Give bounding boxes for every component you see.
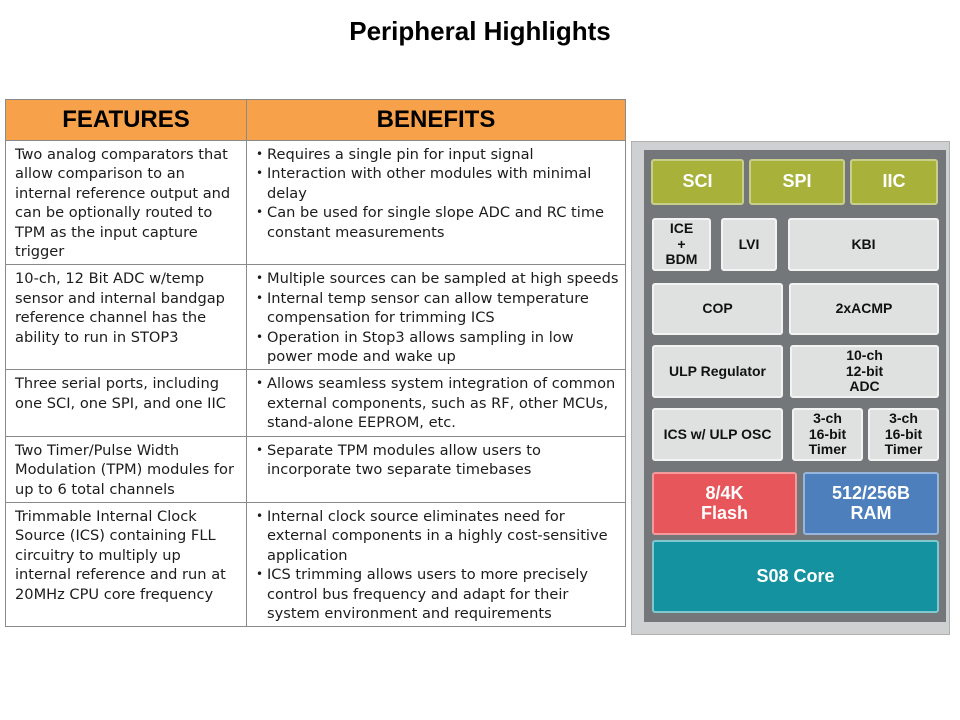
ram-block: 512/256B RAM bbox=[803, 472, 939, 535]
benefit-item: • Can be used for single slope ADC and RC time constant measurements bbox=[256, 203, 619, 242]
benefit-list bbox=[256, 374, 619, 432]
benefit-item: • Interaction with other modules with minimal delay bbox=[256, 164, 619, 203]
ulp-regulator-block: ULP Regulator bbox=[652, 345, 783, 398]
benefit-item: • ICS trimming allows users to more precisely control bus frequency and adapt for their system environment and requirements bbox=[256, 565, 619, 623]
feature-cell: 10-ch, 12 Bit ADC w/temp sensor and internal bandgap reference channel has the ability to run in STOP3 bbox=[6, 265, 247, 370]
feature-cell: Two analog comparators that allow comparison to an internal reference output and can be optionally routed to TPM as the input capture trigger bbox=[6, 141, 247, 265]
benefits-cell bbox=[247, 502, 626, 626]
page-title: Peripheral Highlights bbox=[349, 16, 611, 46]
kbi-block: KBI bbox=[788, 218, 939, 271]
timer-block-1: 3-ch 16-bit Timer bbox=[792, 408, 863, 461]
flash-block: 8/4K Flash bbox=[652, 472, 797, 535]
table-header-row bbox=[6, 100, 626, 141]
feature-cell: Two Timer/Pulse Width Modulation (TPM) modules for up to 6 total channels bbox=[6, 436, 247, 502]
sci-block: SCI bbox=[651, 159, 744, 205]
feature-cell: Three serial ports, including one SCI, one SPI, and one IIC bbox=[6, 370, 247, 436]
features-header: FEATURES bbox=[6, 100, 247, 141]
cop-block: COP bbox=[652, 283, 783, 335]
benefit-item: • Requires a single pin for input signal bbox=[256, 145, 619, 164]
timer-block-2: 3-ch 16-bit Timer bbox=[868, 408, 939, 461]
benefits-cell bbox=[247, 370, 626, 436]
benefits-cell bbox=[247, 265, 626, 370]
spi-block: SPI bbox=[749, 159, 845, 205]
benefit-list bbox=[256, 269, 619, 366]
lvi-block: LVI bbox=[721, 218, 777, 271]
benefit-item: • Separate TPM modules allow users to incorporate two separate timebases bbox=[256, 441, 619, 480]
table-row bbox=[6, 141, 626, 265]
benefit-item: • Internal clock source eliminates need for external components in a highly cost-sensitive application bbox=[256, 507, 619, 565]
s08-core-block: S08 Core bbox=[652, 540, 939, 613]
ics-block: ICS w/ ULP OSC bbox=[652, 408, 783, 461]
table-row bbox=[6, 436, 626, 502]
ice-bdm-block: ICE + BDM bbox=[652, 218, 711, 271]
benefit-list bbox=[256, 145, 619, 242]
adc-block: 10-ch 12-bit ADC bbox=[790, 345, 939, 398]
benefit-list bbox=[256, 507, 619, 623]
benefit-list bbox=[256, 441, 619, 480]
benefits-cell bbox=[247, 141, 626, 265]
benefits-header: BENEFITS bbox=[247, 100, 626, 141]
table-row bbox=[6, 265, 626, 370]
benefit-item: • Multiple sources can be sampled at high speeds bbox=[256, 269, 619, 288]
benefit-item: • Allows seamless system integration of common external components, such as RF, other MCUs, stand-alone EEPROM, etc. bbox=[256, 374, 619, 432]
table-row bbox=[6, 370, 626, 436]
benefit-item: • Operation in Stop3 allows sampling in low power mode and wake up bbox=[256, 328, 619, 367]
features-benefits-table bbox=[5, 99, 626, 627]
iic-block: IIC bbox=[850, 159, 938, 205]
benefits-cell bbox=[247, 436, 626, 502]
feature-cell: Trimmable Internal Clock Source (ICS) containing FLL circuitry to multiply up internal reference and run at 20MHz CPU core frequency bbox=[6, 502, 247, 626]
benefit-item: • Internal temp sensor can allow temperature compensation for trimming ICS bbox=[256, 289, 619, 328]
acmp-block: 2xACMP bbox=[789, 283, 939, 335]
table-row bbox=[6, 502, 626, 626]
